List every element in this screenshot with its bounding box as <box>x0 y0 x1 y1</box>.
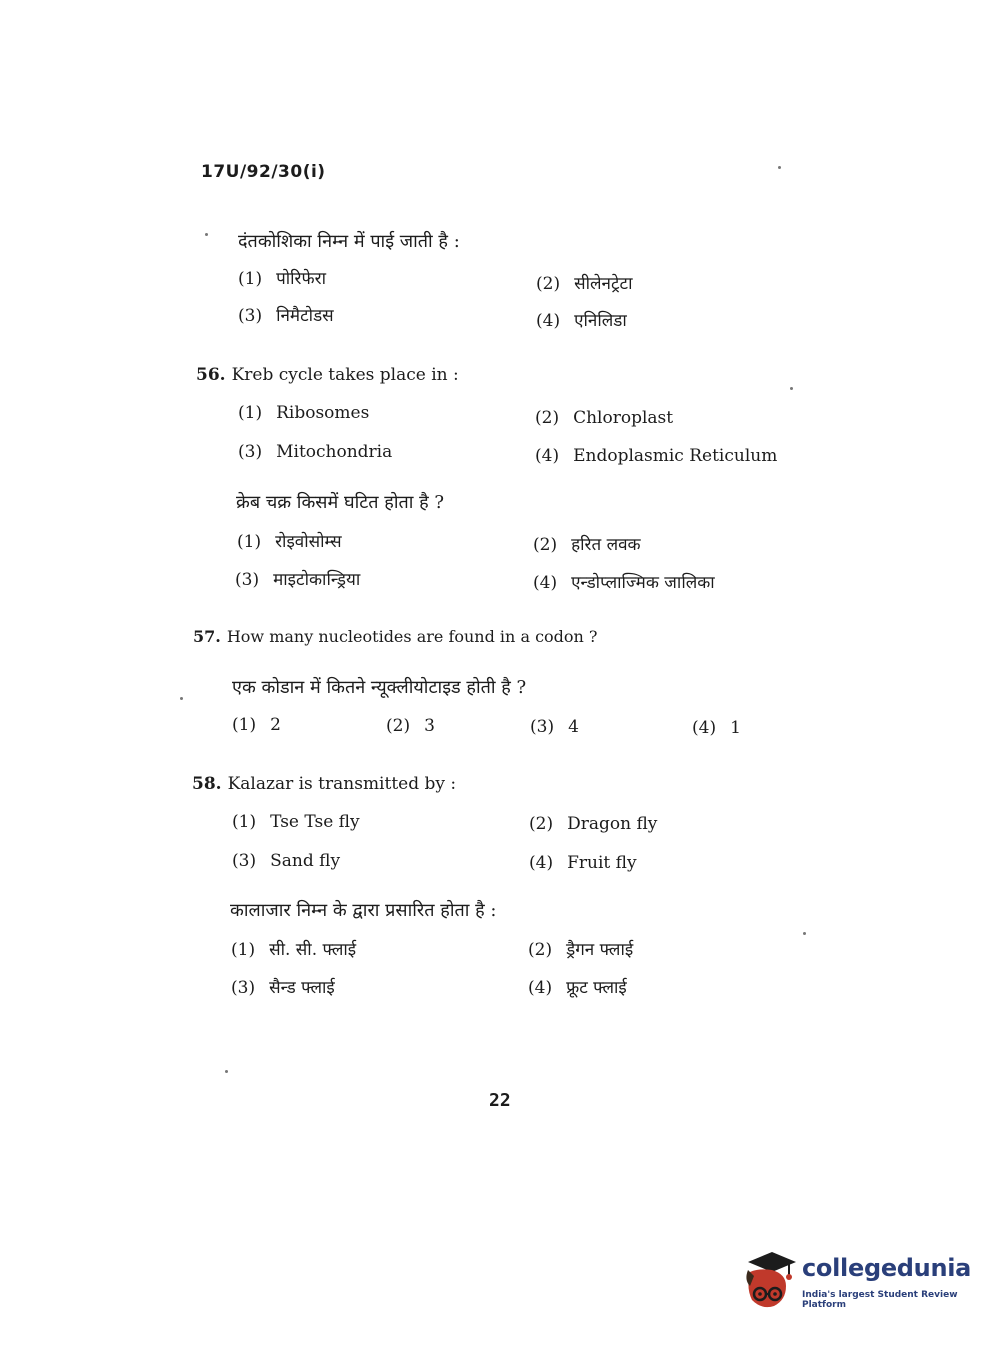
q56-option-hi-3: (3) माइटोकान्ड्रिया <box>235 570 361 590</box>
q58-option-hi-4: (4) फ्रूट फ्लाई <box>528 978 627 998</box>
paper-code: 17U/92/30(i) <box>201 162 326 182</box>
q56-question-hi: क्रेब चक्र किसमें घटित होता है ? <box>236 492 445 513</box>
q55-option-4: (4) एनिलिडा <box>536 311 627 331</box>
q58-option-en-2: (2) Dragon fly <box>529 814 658 834</box>
q56-option-hi-4: (4) एन्डोप्लाज्मिक जालिका <box>533 573 715 593</box>
q58-option-hi-1: (1) सी. सी. फ्लाई <box>231 940 357 960</box>
collegedunia-logo <box>742 1250 972 1314</box>
q56-option-en-3: (3) Mitochondria <box>238 442 393 462</box>
q57-number: 57. <box>193 627 221 646</box>
mascot-icon <box>742 1250 800 1314</box>
brand-tagline: India's largest Student Review Platform <box>802 1290 958 1310</box>
q58-option-en-4: (4) Fruit fly <box>529 853 637 873</box>
scan-speck <box>778 166 781 169</box>
q55-option-3: (3) निमैटोडस <box>238 306 334 326</box>
scan-speck <box>225 1070 228 1073</box>
q58-question-hi: कालाजार निम्न के द्वारा प्रसारित होता है : <box>230 900 497 921</box>
q57-question-en: 57. How many nucleotides are found in a codon ? <box>193 627 598 646</box>
stray-mark <box>205 233 208 236</box>
q56-option-hi-2: (2) हरित लवक <box>533 535 641 555</box>
q58-option-hi-3: (3) सैन्ड फ्लाई <box>231 978 335 998</box>
scan-speck <box>790 387 793 390</box>
q57-option-2: (2) 3 <box>386 716 435 736</box>
q56-option-hi-1: (1) रोइवोसोम्स <box>237 532 342 552</box>
q56-option-en-4: (4) Endoplasmic Reticulum <box>535 446 778 466</box>
q57-option-3: (3) 4 <box>530 717 579 737</box>
brand-name: collegedunia <box>802 1254 972 1282</box>
q57-question-hi: एक कोडान में कितने न्यूक्लीयोटाइड होती है ? <box>232 677 527 698</box>
q56-question-en: 56. Kreb cycle takes place in : <box>196 365 459 385</box>
q58-option-en-3: (3) Sand fly <box>232 851 341 871</box>
q55-option-2: (2) सीलेनट्रेटा <box>536 274 633 294</box>
q58-option-hi-2: (2) ड्रैगन फ्लाई <box>528 940 634 960</box>
scan-speck <box>803 932 806 935</box>
q56-option-en-1: (1) Ribosomes <box>238 403 370 423</box>
q55-option-1: (1) पोरिफेरा <box>238 269 326 289</box>
page-number: 22 <box>489 1090 511 1111</box>
q56-number: 56. <box>196 365 226 385</box>
q58-number: 58. <box>192 774 222 794</box>
q55-question-hi: दंतकोशिका निम्न में पाई जाती है : <box>238 231 460 252</box>
q57-option-1: (1) 2 <box>232 715 281 735</box>
q58-option-en-1: (1) Tse Tse fly <box>232 812 360 832</box>
q56-option-en-2: (2) Chloroplast <box>535 408 674 428</box>
q57-option-4: (4) 1 <box>692 718 741 738</box>
q58-question-en: 58. Kalazar is transmitted by : <box>192 774 457 794</box>
scan-speck <box>180 697 183 700</box>
